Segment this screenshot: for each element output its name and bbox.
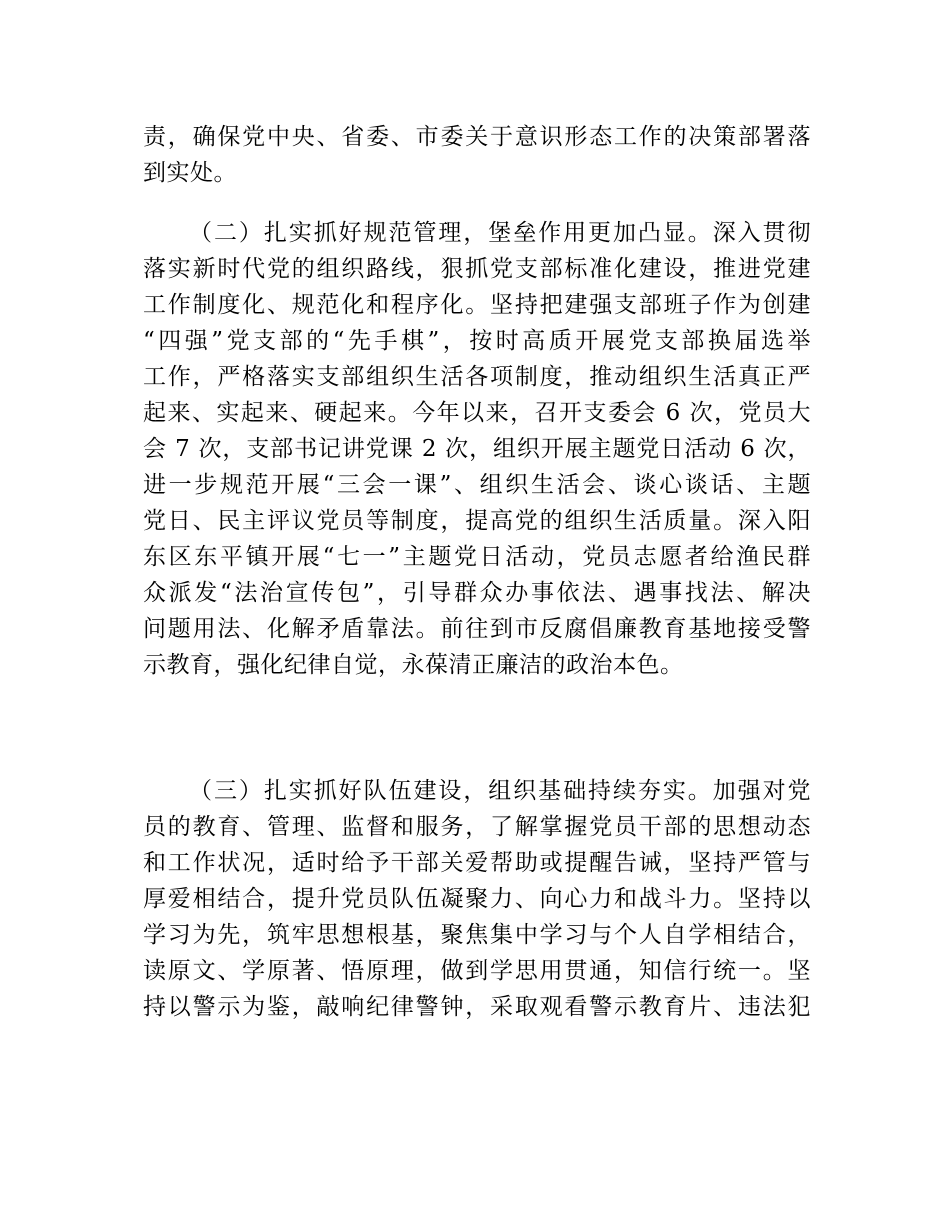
- paragraph-3-section-3: [143, 773, 811, 1025]
- paragraph-line: 持以警示为鉴，敲响纪律警钟，采取观看警示教育片、违法犯: [143, 994, 811, 1020]
- paragraph-line: 起来、实起来、硬起来。今年以来，召开支委会 6 次，党员大: [143, 400, 811, 426]
- paragraph-line: 工作，严格落实支部组织生活各项制度，推动组织生活真正严: [143, 364, 811, 390]
- paragraph-line: 读原文、学原著、悟原理，做到学思用贯通，知信行统一。坚: [143, 958, 811, 984]
- paragraph-line: 进一步规范开展“三会一课”、组织生活会、谈心谈话、主题: [143, 472, 811, 498]
- paragraph-line: 工作制度化、规范化和程序化。坚持把建强支部班子作为创建: [143, 292, 811, 318]
- paragraph-line: “四强”党支部的“先手棋”，按时高质开展党支部换届选举: [143, 328, 811, 354]
- paragraph-line: 会 7 次，支部书记讲党课 2 次，组织开展主题党日活动 6 次，: [143, 436, 811, 462]
- paragraph-line: 到实处。: [143, 160, 237, 186]
- paragraph-line: 东区东平镇开展“七一”主题党日活动，党员志愿者给渔民群: [143, 544, 811, 570]
- paragraph-line: 问题用法、化解矛盾靠法。前往到市反腐倡廉教育基地接受警: [143, 616, 811, 642]
- paragraph-line: 众派发“法治宣传包”，引导群众办事依法、遇事找法、解决: [143, 580, 811, 606]
- section-heading-line: （三）扎实抓好队伍建设，组织基础持续夯实。加强对党: [189, 778, 811, 804]
- paragraph-line: 党日、民主评议党员等制度，提高党的组织生活质量。深入阳: [143, 508, 811, 534]
- paragraph-line: 责，确保党中央、省委、市委关于意识形态工作的决策部署落: [143, 124, 811, 150]
- section-heading-line: （二）扎实抓好规范管理，堡垒作用更加凸显。深入贯彻: [189, 220, 811, 246]
- paragraph-2-section-2: [143, 215, 811, 683]
- paragraph-line: 厚爱相结合，提升党员队伍凝聚力、向心力和战斗力。坚持以: [143, 886, 811, 912]
- paragraph-line: 学习为先，筑牢思想根基，聚焦集中学习与个人自学相结合，: [143, 922, 811, 948]
- paragraph-1: [143, 119, 811, 191]
- paragraph-line: 和工作状况，适时给予干部关爱帮助或提醒告诫，坚持严管与: [143, 850, 811, 876]
- paragraph-line: 落实新时代党的组织路线，狠抓党支部标准化建设，推进党建: [143, 256, 811, 282]
- paragraph-line: 示教育，强化纪律自觉，永葆清正廉洁的政治本色。: [143, 652, 684, 678]
- paragraph-line: 员的教育、管理、监督和服务，了解掌握党员干部的思想动态: [143, 814, 811, 840]
